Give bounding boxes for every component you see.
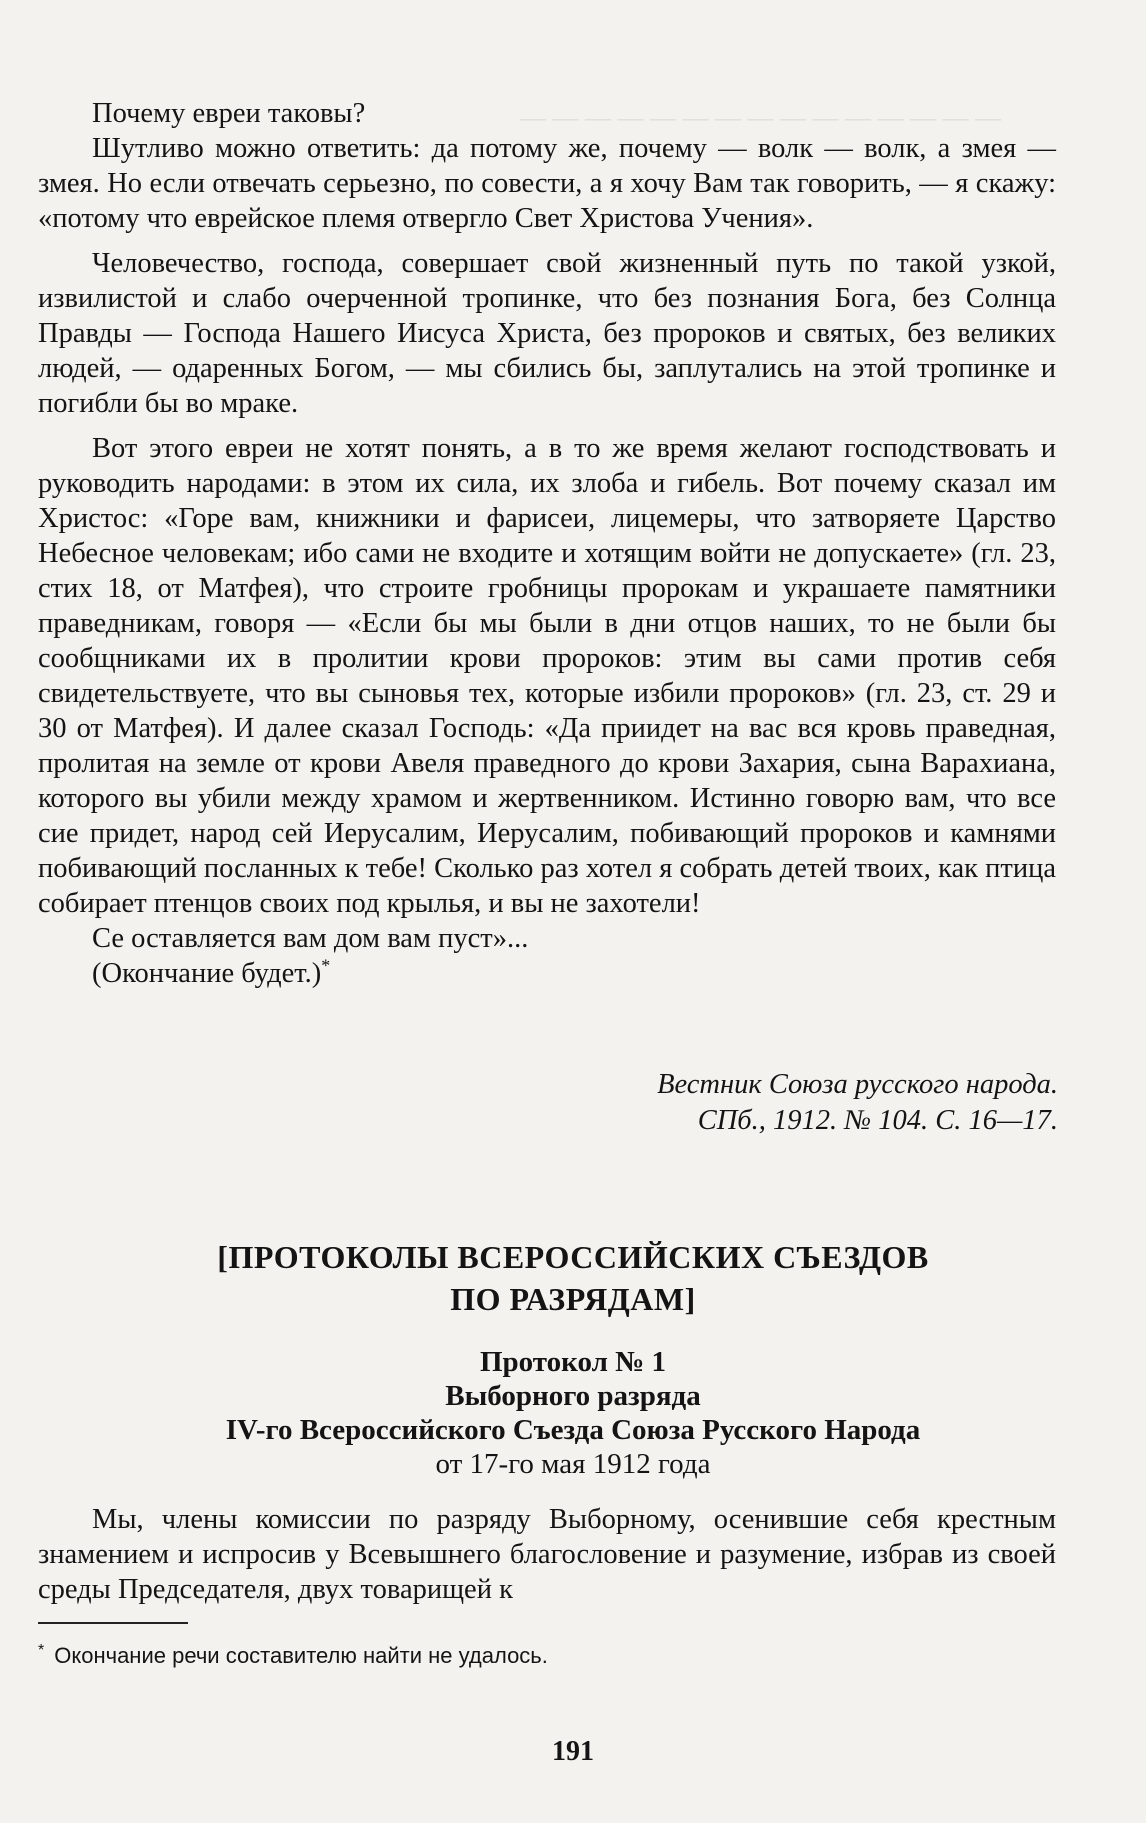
paragraph: Человечество, господа, совершает свой жизненный путь по такой узкой, извилистой и слабо очерченной тропинке, что без познания Бога, без Солнца Правды — Господа Нашего Иисуса Христа, без пророков и святых, без великих людей, — одаренных Богом, — мы сбились бы, заплутались на этой тропинке и погибли бы во мраке. — [38, 248, 1056, 419]
footnote-mark: * — [38, 1641, 45, 1659]
paragraph: Почему евреи таковы? — [92, 98, 366, 129]
protocol-number: Протокол № 1 — [479, 1346, 667, 1378]
paragraph: Вот этого евреи не хотят понять, а в то же время желают господствовать и руководить народами: в этом их сила, их злоба и гибель. Вот почему сказал им Христос: «Горе вам, книжники и фарисеи, лицемеры, что затворяете Царство Небесное человекам; ибо сами не входите и хотящим войти не допускаете» (гл. 23, стих 18, от Матфея), что строите гробницы пророкам и украшаете памятники праведникам, говоря — «Если бы мы были в дни отцов наших, то не были бы сообщниками их в пролитии крови пророков: этим вы сами против себя свидетельствуете, что вы сыновья тех, которые избили пророков» (гл. 23, ст. 29 и 30 от Матфея). И далее сказал Господь: «Да приидет на вас вся кровь праведная, пролитая на земле от крови Авеля праведного до крови Захария, сына Варахиана, которого вы убили между храмом и жертвенником. Истинно говорю вам, что все сие придет, народ сей Иерусалим, Иерусалим, побивающий пророков и камнями побивающий посланных к тебе! Сколько раз хотел я собрать детей твоих, как птица собирает птенцов своих под крылья, и вы не захотели! — [38, 433, 1056, 919]
protocol-congress: IV-го Всероссийского Съезда Союза Русского Народа — [225, 1414, 921, 1446]
section-title-line-1: [ПРОТОКОЛЫ ВСЕРОССИЙСКИХ СЪЕЗДОВ — [217, 1239, 929, 1275]
footnote — [38, 1642, 548, 1670]
footnote-reference: * — [321, 955, 331, 976]
paragraph-ending — [38, 956, 1056, 991]
section-title-line-2: ПО РАЗРЯДАМ] — [450, 1281, 696, 1317]
protocol-category: Выборного разряда — [445, 1380, 701, 1412]
footnote-text: Окончание речи составителю найти не удалось. — [54, 1643, 548, 1668]
paragraph: Мы, члены комиссии по разряду Выборному, осенившие себя крестным знамением и испросив у Всевышнего благословение и разумение, избрав из своей среды Председателя, двух товарищей к — [38, 1504, 1056, 1605]
ending-note: (Окончание будет.) — [92, 958, 322, 989]
section-title — [0, 1236, 1146, 1320]
page-number: 191 — [552, 1736, 594, 1767]
protocol-text-block — [38, 1502, 1056, 1607]
paragraph: Се оставляется вам дом вам пуст»... — [92, 923, 529, 954]
source-citation — [657, 1067, 1058, 1139]
main-text-block — [38, 96, 1056, 991]
source-line-2: СПб., 1912. № 104. С. 16—17. — [697, 1105, 1058, 1136]
source-line-1: Вестник Союза русского народа. — [657, 1069, 1058, 1100]
protocol-heading — [0, 1345, 1146, 1481]
footnote-divider — [38, 1622, 188, 1624]
bleed-through-text: — — — — — — — — — — — — — — — — [520, 103, 1001, 132]
protocol-date: от 17-го мая 1912 года — [435, 1448, 711, 1480]
paragraph: Шутливо можно ответить: да потому же, почему — волк — волк, а змея — змея. Но если отвечать серьезно, по совести, а я хочу Вам так говорить, — я скажу: «потому что еврейское племя отвергло Свет Христова Учения». — [38, 133, 1056, 234]
